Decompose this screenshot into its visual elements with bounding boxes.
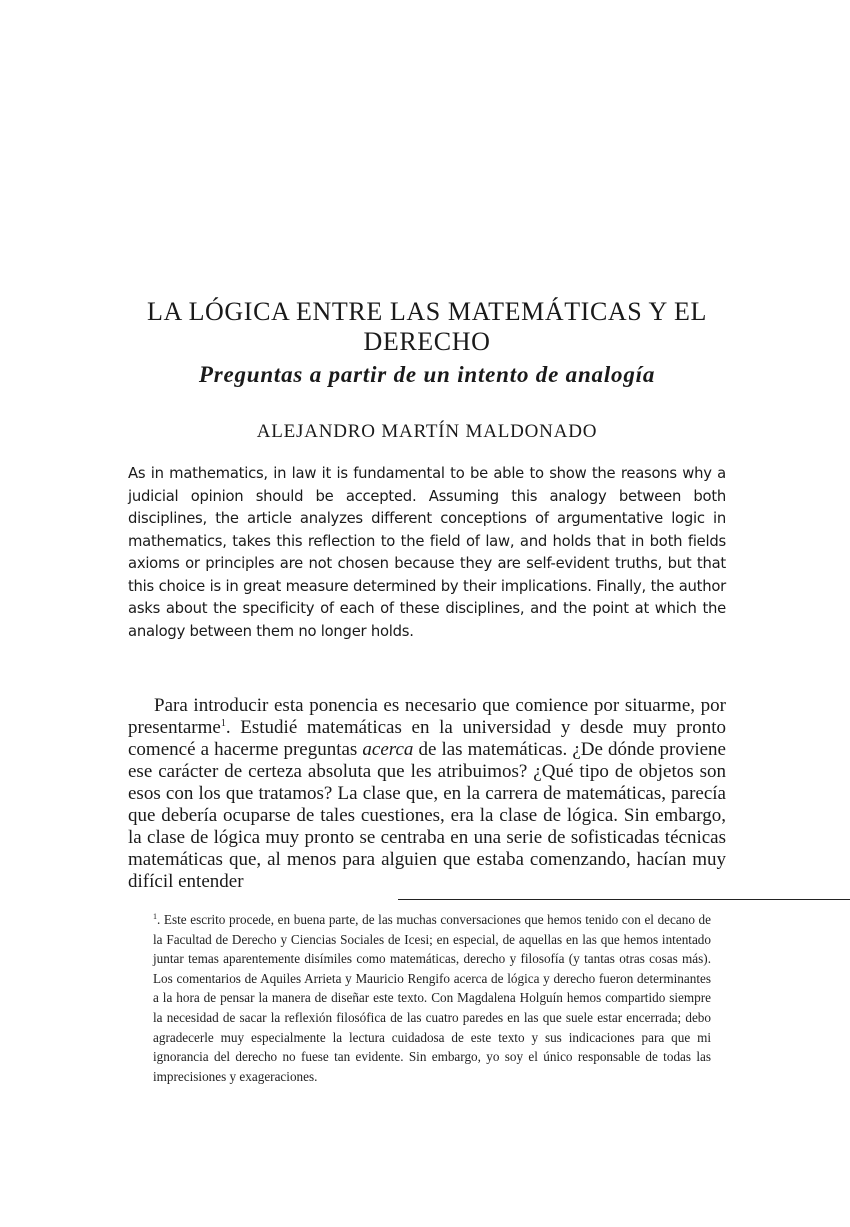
footnote-reference: 1 (220, 718, 226, 729)
body-text-part-2: . Estudié matemáticas en la universidad y desde muy pronto comencé a hacerme preguntas (128, 717, 726, 760)
footnote (153, 910, 711, 1086)
article-subtitle: Preguntas a partir de un intento de analogía (198, 362, 656, 387)
body-paragraph (128, 695, 726, 893)
footnote-text: . Este escrito procede, en buena parte, de las muchas conversaciones que hemos tenido con el decano de la Facultad de Derecho y Ciencias Sociales de Icesi; en especial, de aquellas en las que hemos intentado juntar temas aparentemente disímiles como matemáticas, derecho y filosofía (y tantas otras cosas más). Los comentarios de Aquiles Arrieta y Mauricio Rengifo acerca de lógica y derecho fueron determinantes a la hora de pensar la manera de diseñar este texto. Con Magdalena Holguín hemos compartido siempre la necesidad de sacar la reflexión filosófica de las cuatro paredes en las que suele estar encerrada; debo agradecerle muy especialmente la lectura cuidadosa de este texto y sus indicaciones para que mi ignorancia del derecho no fuese tan evidente. Sin embargo, yo soy el único responsable de todas las imprecisiones y exageraciones. (153, 912, 711, 1084)
author-name: ALEJANDRO MARTÍN MALDONADO (256, 421, 598, 442)
article-title: LA LÓGICA ENTRE LAS MATEMÁTICAS Y EL DERECHO (147, 297, 707, 356)
footnote-separator (398, 899, 850, 900)
abstract: As in mathematics, in law it is fundamental to be able to show the reasons why a judicial opinion should be accepted. Assuming this analogy between both disciplines, the article analyzes different conceptions of argumentative logic in mathematics, takes this reflection to the field of law, and holds that in both fields axioms or principles are not chosen because they are self-evident truths, but that this choice is in great measure determined by their implications. Finally, the author asks about the specificity of each of these disciplines, and the point at which the analogy between them no longer holds. (128, 465, 726, 640)
body-text-part-3: de las matemáticas. ¿De dónde proviene ese carácter de certeza absoluta que les atribuimos? ¿Qué tipo de objetos son esos con los que tratamos? La clase que, en la carrera de matemáticas, parecía que debería ocuparse de tales cuestiones, era la clase de lógica. Sin embargo, la clase de lógica muy pronto se centraba en una serie de sofisticadas técnicas matemáticas que, al menos para alguien que estaba comenzando, hacían muy difícil entender (128, 739, 726, 892)
body-emphasis: acerca (362, 739, 414, 760)
body-text-part-1: Para introducir esta ponencia es necesario que comience por situarme, por presentarme (128, 695, 726, 738)
body-text (128, 695, 726, 893)
footnote-marker: 1 (153, 912, 157, 921)
title-block (128, 297, 726, 390)
